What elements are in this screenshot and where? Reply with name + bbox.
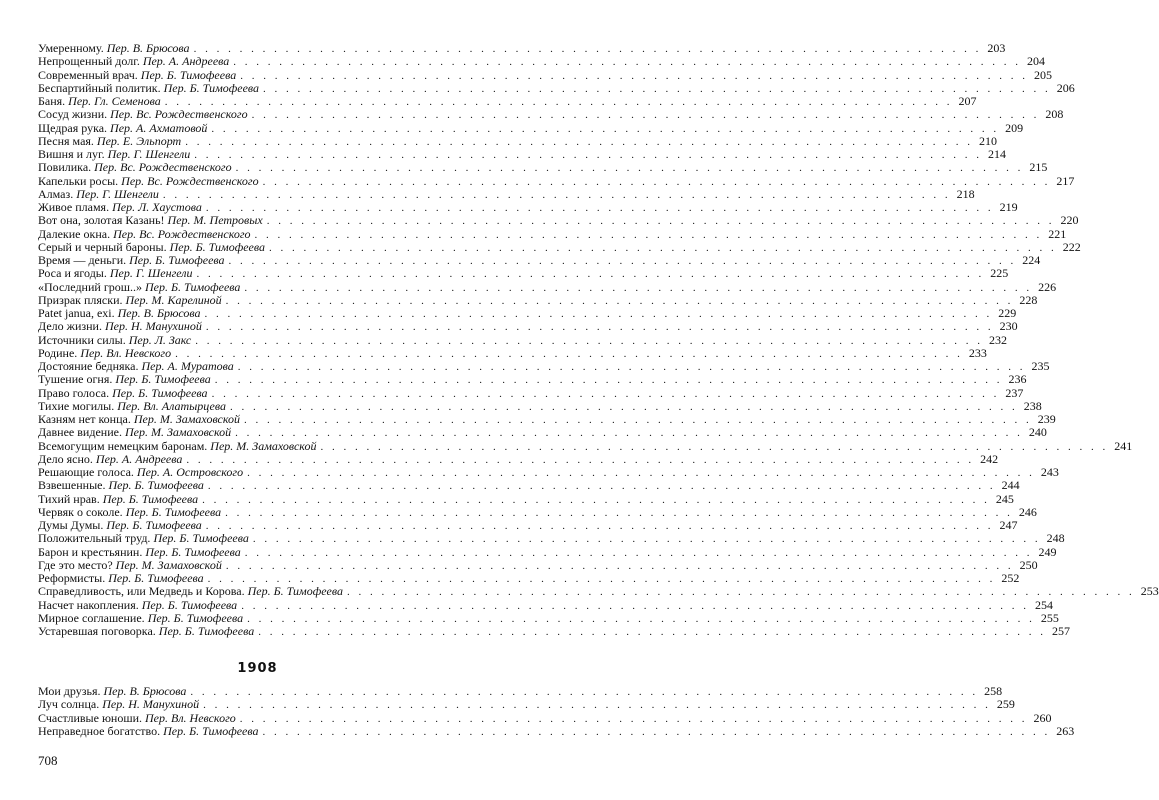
- toc-entry: [38, 160, 1048, 175]
- toc-entry-text: [38, 453, 184, 466]
- toc-entry-text: [38, 373, 213, 386]
- toc-entry: [38, 41, 1006, 55]
- dot-leader: [186, 454, 974, 467]
- toc-entry: [38, 279, 1057, 294]
- entry-page-number: 237: [1005, 385, 1024, 400]
- toc-entry: [38, 723, 1075, 738]
- entry-page-number: 224: [1022, 253, 1041, 267]
- toc-entry: [38, 80, 1075, 95]
- dot-leader: [263, 83, 1051, 96]
- toc-entry-text: [38, 267, 195, 280]
- dot-leader: [203, 699, 991, 712]
- toc-entry: [38, 451, 999, 466]
- toc-entry-text: [38, 506, 223, 519]
- dot-leader: [212, 388, 1000, 401]
- entry-title: Непрощенный долг.: [38, 54, 140, 69]
- entry-page-number: 230: [999, 319, 1018, 334]
- entry-title: Тихие могилы.: [38, 398, 115, 413]
- dot-leader: [258, 626, 1046, 639]
- dot-leader: [208, 480, 996, 493]
- entry-title: Где это место?: [38, 557, 113, 572]
- entry-page-number: 222: [1062, 239, 1081, 254]
- entry-page-number: 209: [1005, 120, 1024, 135]
- entry-translator: Пер. Б. Тимофеева: [141, 597, 238, 612]
- entry-page-number: 244: [1001, 478, 1020, 493]
- toc-entry-text: [38, 228, 253, 241]
- entry-translator: Пер. Б. Тимофеева: [125, 504, 222, 519]
- dot-leader: [229, 255, 1017, 268]
- entry-title: Призрак пляски.: [38, 292, 123, 307]
- toc-entry: [38, 67, 1052, 82]
- toc-entry-text: [38, 82, 261, 95]
- entry-title: Счастливые юноши.: [38, 710, 142, 725]
- toc-entry-text: [38, 188, 161, 201]
- toc-entry-text: [38, 612, 245, 625]
- entry-title: Повилика.: [38, 160, 92, 175]
- entry-page-number: 210: [978, 133, 997, 148]
- entry-title: Далекие окна.: [38, 226, 111, 241]
- dot-leader: [215, 374, 1003, 387]
- entry-translator: Пер. М. Замаховской: [133, 412, 240, 426]
- entry-translator: Пер. М. Замаховской: [124, 425, 232, 440]
- toc-entry-text: [38, 135, 183, 148]
- dot-leader: [185, 136, 973, 149]
- dot-leader: [226, 560, 1014, 573]
- entry-translator: Пер. Л. Закс: [128, 332, 192, 347]
- toc-entry: [38, 107, 1064, 122]
- entry-page-number: 263: [1056, 723, 1075, 738]
- toc-entry: [38, 345, 987, 360]
- dot-leader: [263, 176, 1051, 189]
- toc-entry-text: [38, 466, 245, 479]
- entry-translator: Пер. А. Андреева: [142, 54, 230, 69]
- entry-page-number: 206: [1056, 80, 1075, 95]
- entry-page-number: 252: [1001, 571, 1020, 585]
- toc-entry: [38, 544, 1057, 559]
- toc-entry: [38, 213, 1079, 228]
- toc-entry: [38, 518, 1018, 532]
- entry-title: Червяк о соколе.: [38, 504, 123, 519]
- dot-leader: [245, 547, 1033, 560]
- toc-entry-text: [38, 712, 238, 725]
- entry-translator: Пер. Б. Тимофеева: [140, 67, 237, 82]
- entry-title: Справедливость, или Медведь и Корова.: [38, 584, 245, 599]
- entry-translator: Пер. В. Брюсова: [103, 684, 187, 698]
- entry-page-number: 241: [1114, 438, 1133, 453]
- entry-translator: Пер. М. Замаховской: [210, 438, 317, 453]
- toc-entry: [38, 491, 1014, 506]
- entry-title: Сосуд жизни.: [38, 107, 108, 122]
- toc-entry: [38, 147, 1006, 161]
- entry-translator: Пер. Г. Шенгели: [76, 186, 159, 201]
- toc-entry-text: [38, 685, 188, 698]
- toc-entry-text: [38, 546, 243, 559]
- entry-translator: Пер. Б. Тимофеева: [129, 253, 225, 267]
- entry-title: Родине.: [38, 345, 78, 360]
- entry-page-number: 243: [1040, 465, 1059, 479]
- toc-entry: [38, 94, 977, 108]
- entry-translator: Пер. Н. Манухиной: [104, 319, 202, 334]
- entry-title: Достояние бедняка.: [38, 359, 139, 373]
- dot-leader: [226, 295, 1014, 308]
- entry-translator: Пер. Б. Тимофеева: [163, 80, 260, 95]
- toc-entry-text: [38, 479, 206, 492]
- toc-entry-text: [38, 725, 261, 738]
- entry-page-number: 235: [1031, 359, 1050, 373]
- toc-entry-text: [38, 387, 210, 400]
- toc-entry-text: [38, 161, 234, 174]
- toc-entry: [38, 173, 1075, 188]
- entry-title: Капельки росы.: [38, 173, 119, 188]
- entry-translator: Пер. Гл. Семенова: [68, 94, 161, 108]
- entry-page-number: 204: [1027, 54, 1046, 69]
- toc-entry-text: [38, 254, 227, 267]
- toc-entry: [38, 266, 1009, 281]
- toc-entry-text: [38, 413, 242, 426]
- entry-title: Роса и ягоды.: [38, 266, 107, 281]
- dot-leader: [230, 401, 1018, 414]
- dot-leader: [195, 335, 983, 348]
- entry-title: Вот она, золотая Казань!: [38, 213, 165, 228]
- entry-page-number: 247: [999, 518, 1018, 532]
- dot-leader: [235, 427, 1023, 440]
- entry-translator: Пер. Г. Шенгели: [109, 266, 193, 281]
- dot-leader: [247, 467, 1035, 480]
- entry-title: Серый и черный бароны.: [38, 239, 167, 254]
- toc-entry-text: [38, 426, 233, 439]
- toc-entry: [38, 584, 1159, 599]
- entry-title: Тихий нрав.: [38, 491, 100, 506]
- toc-entry: [38, 186, 975, 201]
- entry-page-number: 253: [1140, 584, 1159, 599]
- dot-leader: [244, 414, 1032, 427]
- toc-entry: [38, 372, 1027, 387]
- entry-page-number: 236: [1008, 372, 1027, 387]
- toc-entry: [38, 133, 997, 148]
- toc-entry-text: [38, 320, 204, 333]
- entry-translator: Пер. Б. Тимофеева: [145, 544, 241, 559]
- entry-title: Тушение огня.: [38, 372, 113, 387]
- entry-page-number: 240: [1028, 425, 1047, 440]
- entry-translator: Пер. Б. Тимофеева: [247, 584, 343, 599]
- entry-title: Вишня и луг.: [38, 147, 105, 161]
- toc-entry-text: [38, 175, 261, 188]
- toc-entry: [38, 359, 1050, 373]
- toc-entry-text: [38, 493, 200, 506]
- dot-leader: [241, 600, 1029, 613]
- entry-translator: Пер. Б. Тимофеева: [158, 624, 255, 638]
- toc-entry: [38, 306, 1017, 320]
- dot-leader: [263, 726, 1051, 739]
- dot-leader: [233, 56, 1021, 69]
- table-of-contents-1908: [38, 684, 1075, 738]
- entry-page-number: 203: [987, 41, 1006, 55]
- entry-page-number: 217: [1056, 173, 1075, 188]
- entry-translator: Пер. Вс. Рождественского: [110, 107, 248, 122]
- entry-translator: Пер. Б. Тимофеева: [169, 239, 265, 254]
- entry-page-number: 215: [1029, 160, 1048, 175]
- toc-entry: [38, 385, 1024, 400]
- toc-entry-text: [38, 625, 256, 638]
- toc-entry-text: [38, 440, 318, 453]
- toc-entry-text: [38, 281, 242, 294]
- entry-title: Всемогущим немецким баронам.: [38, 438, 208, 453]
- toc-entry-text: [38, 334, 193, 347]
- dot-leader: [211, 123, 999, 136]
- dot-leader: [225, 507, 1013, 520]
- toc-entry: [38, 319, 1018, 334]
- toc-entry: [38, 200, 1018, 214]
- entry-translator: Пер. Б. Тимофеева: [153, 531, 249, 546]
- entry-translator: Пер. Е. Эльпорт: [96, 133, 182, 148]
- toc-entry-text: [38, 241, 267, 254]
- entry-title: Баня.: [38, 94, 66, 108]
- toc-entry-text: [38, 42, 192, 55]
- toc-entry-text: [38, 400, 228, 413]
- toc-entry-text: [38, 585, 345, 598]
- entry-translator: Пер. Вл. Невского: [145, 710, 236, 725]
- entry-title: Реформисты.: [38, 571, 106, 585]
- dot-leader: [255, 229, 1043, 242]
- entry-title: Беспартийный политик.: [38, 80, 161, 95]
- dot-leader: [253, 533, 1041, 546]
- entry-page-number: 232: [989, 332, 1007, 347]
- entry-page-number: 220: [1060, 213, 1079, 228]
- entry-page-number: 242: [980, 451, 999, 466]
- entry-title: Казням нет конца.: [38, 412, 131, 426]
- entry-page-number: 205: [1033, 67, 1052, 82]
- entry-page-number: 250: [1019, 557, 1038, 572]
- entry-title: Положительный труд.: [38, 531, 151, 546]
- toc-entry: [38, 332, 1007, 347]
- dot-leader: [247, 613, 1035, 626]
- entry-translator: Пер. Б. Тимофеева: [108, 571, 204, 585]
- entry-title: «Последний грош..»: [38, 279, 142, 294]
- entry-page-number: 229: [998, 306, 1017, 320]
- toc-entry: [38, 226, 1067, 241]
- entry-title: Насчет накопления.: [38, 597, 139, 612]
- entry-page-number: 248: [1046, 531, 1065, 546]
- toc-entry-text: [38, 572, 206, 585]
- dot-leader: [165, 96, 953, 109]
- dot-leader: [347, 586, 1135, 599]
- toc-entry: [38, 412, 1056, 426]
- entry-title: Дело жизни.: [38, 319, 102, 334]
- entry-translator: Пер. Б. Тимофеева: [115, 372, 211, 387]
- entry-translator: Пер. Вс. Рождественского: [121, 173, 259, 188]
- entry-translator: Пер. Вл. Невского: [80, 345, 172, 360]
- toc-entry-text: [38, 294, 224, 307]
- entry-translator: Пер. Л. Хаустова: [112, 200, 202, 214]
- entry-title: Современный врач.: [38, 67, 138, 82]
- toc-entry-text: [38, 698, 201, 711]
- entry-translator: Пер. Вс. Рождественского: [94, 160, 232, 175]
- entry-title: Мирное соглашение.: [38, 610, 145, 625]
- toc-entry: [38, 571, 1020, 585]
- entry-page-number: 238: [1023, 398, 1042, 413]
- toc-entry: [38, 465, 1059, 479]
- toc-entry-text: [38, 532, 251, 545]
- entry-page-number: 258: [984, 684, 1003, 698]
- entry-page-number: 208: [1045, 107, 1064, 122]
- dot-leader: [252, 109, 1040, 122]
- dot-leader: [194, 43, 982, 56]
- entry-translator: Пер. М. Карелиной: [125, 292, 222, 307]
- page-number: 708: [38, 753, 58, 768]
- toc-entry: [38, 597, 1053, 612]
- entry-page-number: 207: [958, 94, 977, 108]
- entry-page-number: 239: [1037, 412, 1056, 426]
- entry-translator: Пер. В. Брюсова: [106, 41, 190, 55]
- toc-entry-text: [38, 148, 192, 161]
- dot-leader: [244, 282, 1032, 295]
- toc-entry: [38, 120, 1024, 135]
- entry-page-number: 249: [1038, 544, 1057, 559]
- entry-page-number: 254: [1034, 597, 1053, 612]
- dot-leader: [267, 215, 1055, 228]
- entry-title: Дело ясно.: [38, 451, 93, 466]
- toc-entry: [38, 292, 1038, 307]
- entry-page-number: 246: [1018, 504, 1037, 519]
- dot-leader: [240, 70, 1028, 83]
- toc-entry-text: [38, 347, 173, 360]
- toc-entry: [38, 697, 1015, 712]
- entry-page-number: 245: [995, 491, 1014, 506]
- toc-entry-text: [38, 519, 204, 532]
- dot-leader: [197, 268, 985, 281]
- dot-leader: [175, 348, 963, 361]
- year-heading: 1908: [237, 661, 278, 676]
- entry-translator: Пер. Г. Шенгели: [107, 147, 191, 161]
- entry-translator: Пер. Вл. Алатырцева: [117, 398, 227, 413]
- entry-title: Думы Думы.: [38, 518, 104, 532]
- toc-entry: [38, 684, 1003, 698]
- toc-entry: [38, 239, 1081, 254]
- entry-page-number: 259: [996, 697, 1015, 712]
- toc-entry: [38, 425, 1047, 440]
- dot-leader: [202, 494, 990, 507]
- toc-entry-text: [38, 69, 238, 82]
- entry-title: Живое пламя.: [38, 200, 110, 214]
- entry-title: Устаревшая поговорка.: [38, 624, 156, 638]
- entry-title: Взвешенные.: [38, 478, 106, 493]
- entry-title: Барон и крестьянин.: [38, 544, 143, 559]
- entry-translator: Пер. Б. Тимофеева: [106, 518, 202, 532]
- entry-page-number: 228: [1019, 292, 1038, 307]
- entry-title: Давнее видение.: [38, 425, 122, 440]
- toc-entry-text: [38, 307, 203, 320]
- toc-entry-text: [38, 214, 265, 227]
- toc-entry: [38, 398, 1042, 413]
- dot-leader: [206, 520, 994, 533]
- toc-entry-text: [38, 201, 204, 214]
- dot-leader: [206, 202, 994, 215]
- entry-title: Мои друзья.: [38, 684, 101, 698]
- dot-leader: [190, 686, 978, 699]
- entry-title: Решающие голоса.: [38, 465, 134, 479]
- toc-entry: [38, 710, 1052, 725]
- entry-translator: Пер. М. Замаховской: [115, 557, 222, 572]
- entry-title: Право голоса.: [38, 385, 110, 400]
- entry-title: Песня мая.: [38, 133, 94, 148]
- entry-page-number: 226: [1038, 279, 1057, 294]
- dot-leader: [269, 242, 1057, 255]
- dot-leader: [236, 162, 1024, 175]
- entry-translator: Пер. В. Брюсова: [117, 306, 201, 320]
- toc-entry: [38, 504, 1037, 519]
- entry-translator: Пер. А. Островского: [136, 465, 244, 479]
- entry-page-number: 214: [988, 147, 1006, 161]
- toc-entry: [38, 438, 1133, 453]
- entry-translator: Пер. Б. Тимофеева: [112, 385, 208, 400]
- entry-translator: Пер. Б. Тимофеева: [144, 279, 241, 294]
- dot-leader: [206, 321, 994, 334]
- toc-entry: [38, 253, 1041, 267]
- entry-translator: Пер. М. Петровых: [167, 213, 263, 228]
- toc-entry-text: [38, 108, 250, 121]
- entry-title: Время — деньги.: [38, 253, 127, 267]
- entry-translator: Пер. Б. Тимофеева: [102, 491, 199, 506]
- toc-entry-text: [38, 55, 231, 68]
- dot-leader: [205, 308, 993, 321]
- table-of-contents: [38, 41, 1159, 638]
- toc-entry: [38, 54, 1046, 69]
- entry-translator: Пер. А. Ахматовой: [110, 120, 208, 135]
- entry-page-number: 225: [990, 266, 1009, 281]
- entry-page-number: 221: [1048, 226, 1067, 241]
- toc-entry-text: [38, 360, 236, 373]
- entry-page-number: 233: [968, 345, 987, 360]
- entry-title: Луч солнца.: [38, 697, 100, 712]
- entry-page-number: 218: [956, 186, 975, 201]
- entry-title: Неправедное богатство.: [38, 723, 161, 738]
- entry-translator: Пер. Н. Манухиной: [102, 697, 200, 712]
- entry-page-number: 257: [1051, 624, 1070, 638]
- toc-entry-text: [38, 122, 209, 135]
- entry-title: Источники силы.: [38, 332, 126, 347]
- entry-translator: Пер. Вс. Рождественского: [113, 226, 251, 241]
- dot-leader: [194, 149, 982, 162]
- toc-entry: [38, 624, 1070, 638]
- toc-entry: [38, 610, 1059, 625]
- entry-translator: Пер. Б. Тимофеева: [108, 478, 204, 493]
- toc-entry: [38, 478, 1020, 493]
- entry-translator: Пер. А. Андреева: [95, 451, 183, 466]
- entry-translator: Пер. Б. Тимофеева: [147, 610, 244, 625]
- toc-entry: [38, 557, 1038, 572]
- dot-leader: [238, 361, 1026, 374]
- toc-entry-text: [38, 559, 224, 572]
- dot-leader: [163, 189, 951, 202]
- entry-title: Patet janua, exi.: [38, 306, 115, 320]
- entry-page-number: 255: [1040, 610, 1059, 625]
- toc-entry: [38, 531, 1065, 546]
- entry-page-number: 260: [1033, 710, 1052, 725]
- entry-translator: Пер. А. Муратова: [141, 359, 234, 373]
- toc-entry-text: [38, 599, 239, 612]
- toc-entry-text: [38, 95, 163, 108]
- entry-title: Щедрая рука.: [38, 120, 108, 135]
- entry-translator: Пер. Б. Тимофеева: [163, 723, 259, 738]
- entry-title: Алмаз.: [38, 186, 74, 201]
- dot-leader: [240, 713, 1028, 726]
- entry-title: Умеренному.: [38, 41, 104, 55]
- entry-page-number: 219: [999, 200, 1018, 214]
